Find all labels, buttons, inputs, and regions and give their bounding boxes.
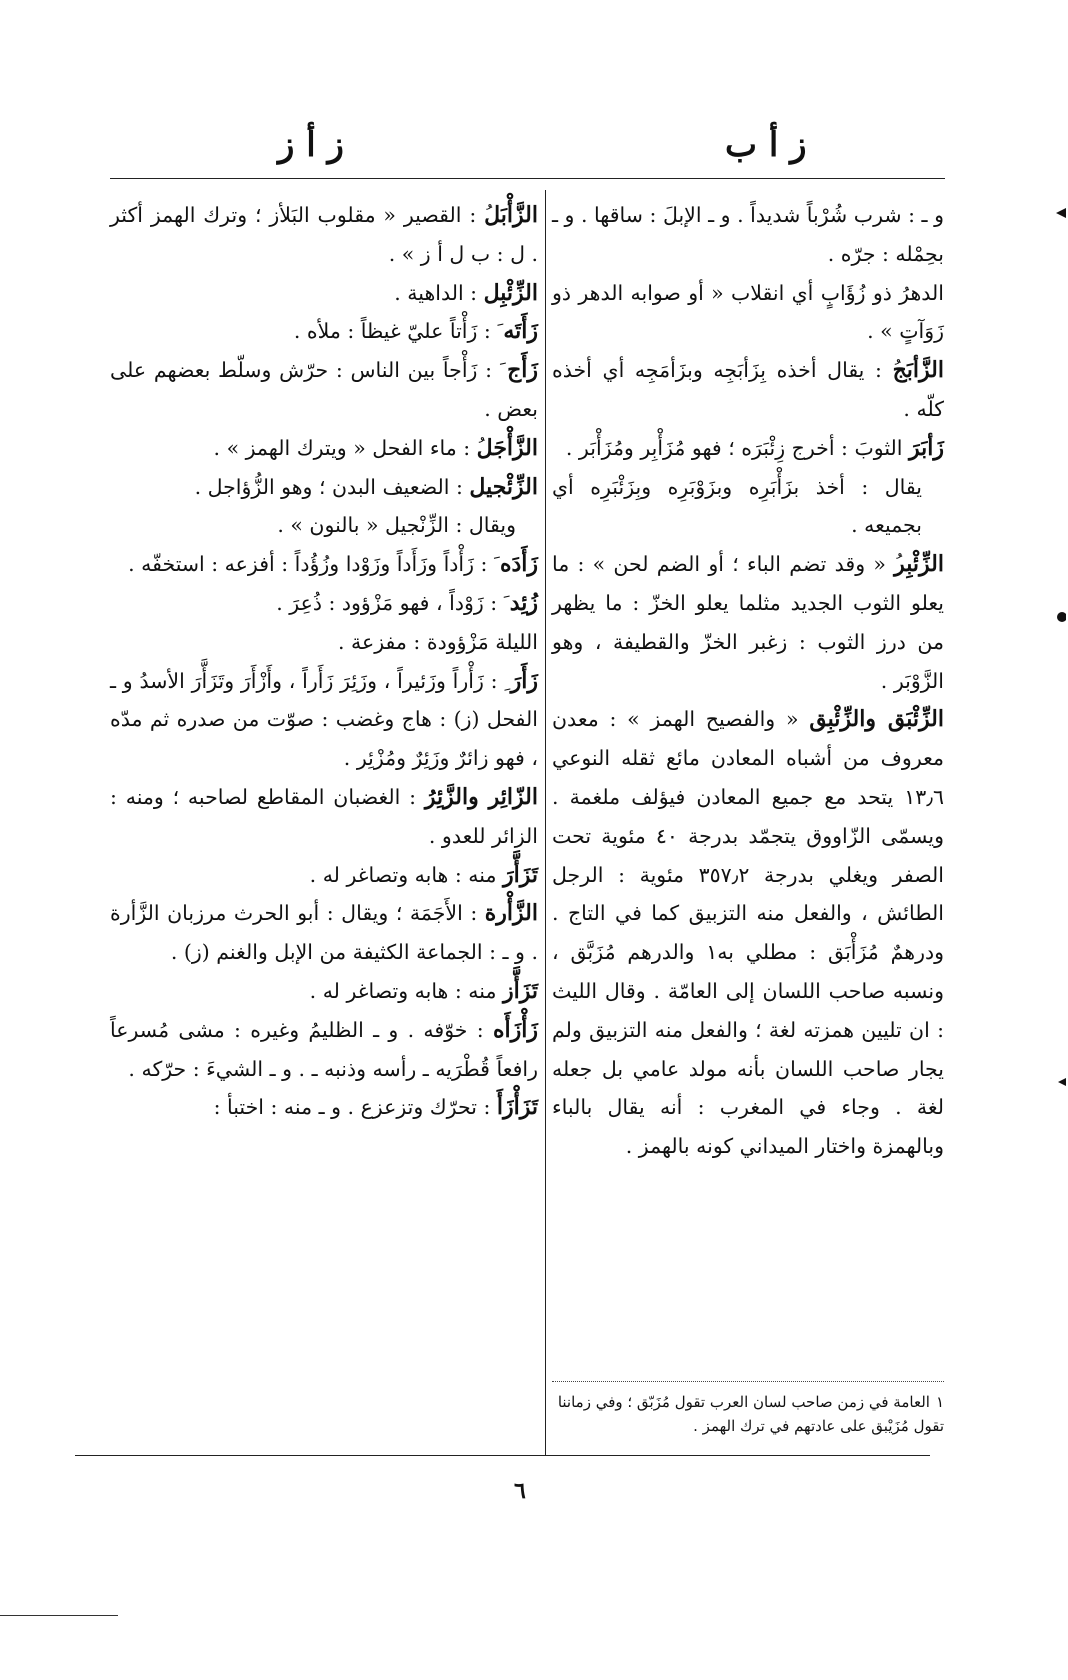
entry: الزِّئْبَق والزِّئْبِق « والفصيح الهمز » : معدن معروف من أشباه المعادن مائع ثقله النوعي ١٣٫٦ يتحد مع جميع المعادن فيؤلف ملغمة . ويسمّى الزّاووق يتجمّد بدرجة ٤٠ مئوية تحت الصفر ويغلي بدرجة ٣٥٧٫٢ مئوية : الرجل الطائش ، والفعل منه التزبيق كما في التاج . ودرهمٌ مُزَأْبَق : مطلي به١ والدرهم مُزَبَّق ، ونسبه صاحب اللسان إلى العامّة . وقال الليث : ان تليين همزته لغة ؛ والفعل منه التزبيق ولم يجار صاحب اللسان بأنه مولد عامي بل جعله لغة . وجاء في المغرب : أنه يقال بالباء وبالهمزة واختار الميداني كونه بالهمز . bbox=[552, 706, 944, 1159]
column-divider bbox=[545, 190, 546, 1455]
entry: الزَّأْجَلُ : ماء الفحل « ويترك الهمز » . bbox=[213, 434, 538, 461]
entry: زَأَج َ : زَأْجاً بين الناس : حرّش وسلّط بعضهم على بعض . bbox=[110, 357, 538, 421]
right-column-root-heading: ز أ ب bbox=[725, 125, 807, 165]
left-column bbox=[110, 196, 538, 1127]
entry: الزِّئْبِرُ « وقد تضم الباء ؛ أو الضم لحن » : ما يعلو الثوب الجديد مثلما يعلو الخزّ : ما يظهر من درز الثوب : زغبر الخزّ والقطيفة ، وهو الزَّوْبَر . bbox=[552, 551, 944, 693]
right-column bbox=[552, 196, 944, 1166]
left-column-root-heading: ز أ ز bbox=[278, 125, 344, 165]
footnote-number: ١ bbox=[935, 1393, 944, 1411]
margin-mark-icon bbox=[1052, 206, 1066, 220]
footnote bbox=[552, 1390, 944, 1438]
entry: الزّائِر والزَّئِرُ : الغضبان المقاطع لصاحبه ؛ ومنه : الزائر للعدو . bbox=[110, 783, 538, 848]
footnote-rule bbox=[552, 1381, 944, 1382]
entry: الزَّأبَجُ : يقال أخذه بِزَأبَجِه وبزَأمَجِه أي أخذه كلّه . bbox=[552, 357, 944, 421]
footer-rule bbox=[75, 1455, 930, 1456]
entry: الزَّأْرة : الأَجَمَة ؛ ويقال : أبو الحرث مرزبان الزَّأرة . و ـ : الجماعة الكثيفة من الإبل والغنم (ز) . bbox=[110, 900, 538, 965]
margin-mark-icon bbox=[1052, 610, 1066, 624]
entry: زَأْزَأَه : خوّفه . و ـ الظليمُ وغيره : مشى مُسرعاً رافعاً قُطْرَيه ـ رأسه وذنبه ـ . و ـ الشيءَ : حرّكه . bbox=[110, 1016, 538, 1081]
entry: زَأَدَه َ : زَأْداً وزَأَداً وزَوْدا وزُؤُداً : أفزعه : استخفّه . bbox=[128, 551, 538, 578]
page-number: ٦ bbox=[514, 1478, 526, 1504]
entry: الدهرُ ذو زُؤَابٍ أي انقلاب « أو صوابه الدهر ذو زَوَآتٍ » . bbox=[552, 280, 944, 344]
entry: يقال : أخذ بزَأْبَرِه وبزَوْبَرِه وبِزَئْبَرِه أي بجميعه . bbox=[552, 474, 922, 538]
scan-edge-line bbox=[0, 1615, 118, 1616]
entry: و ـ : شرب شُرْباً شديداً . و ـ الإبلَ : ساقها . و ـ بحِمْله : جرّه . bbox=[552, 203, 944, 266]
entry: الزِّئْجيل : الضعيف البدن ؛ وهو الزُّؤاجل . bbox=[194, 473, 538, 500]
entry: الزِّئْبِل : الداهية . bbox=[394, 279, 538, 306]
entry: تَزَأَّز منه : هابه وتصاغر له . bbox=[309, 977, 538, 1004]
header-rule bbox=[110, 178, 945, 179]
entry: زَأبَرَ الثوبَ : أخرج زِئْبَرَه ؛ فهو مُزَأْبِر ومُزَأْبَر . bbox=[565, 434, 944, 461]
entry: زُئِد َ : زَوْداً ، فهو مَزْؤود : ذُعِرَ . bbox=[276, 589, 538, 616]
entry: تَزَأْزَأَ : تحرّك وتزعزع . و ـ منه : اختبأ : bbox=[213, 1094, 538, 1121]
entry: زَأَرَ ِ : زَأْراً وزَئيراً ، وزَئِرَ زَأَراً ، وأَزْأَرَ وتَزَأَّرَ الأسدُ و ـ الفحل (ز) : هاج وغضب : صوّت من صدره ثم مدّه ، فهو زائرٌ وزَئِرٌ ومُزْئِر . bbox=[110, 667, 538, 771]
entry: الزَّأْبَلُ : القصير « مقلوب البَلأز ؛ وترك الهمز أكثر . ل : ب ل أ ز » . bbox=[110, 202, 538, 266]
entry: تَزَأَّرَ منه : هابه وتصاغر له . bbox=[309, 861, 538, 888]
entry: زَأَتَه َ : زَأْتاً عليّ غيظاً : ملأه . bbox=[293, 318, 538, 345]
entry: الليلة مَزْؤودة : مفزعة . bbox=[337, 629, 538, 654]
footnote-text: العامة في زمن صاحب لسان العرب تقول مُزَبّق ؛ وفي زماننا تقول مُزَيْبق على عادتهم في ترك الهمز . bbox=[557, 1393, 944, 1435]
margin-mark-icon bbox=[1052, 1075, 1066, 1089]
entry: ويقال : الزِّنْجيل « بالنون » . bbox=[277, 513, 516, 538]
